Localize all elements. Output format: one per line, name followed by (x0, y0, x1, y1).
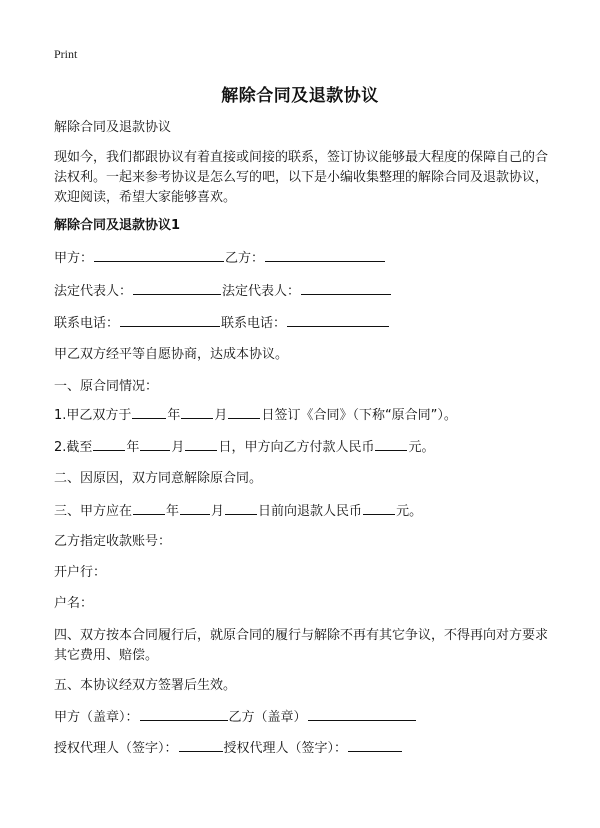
clause1-item2-suffix: 元。 (408, 440, 435, 455)
party-a-label: 甲方： (54, 251, 94, 266)
day-blank[interactable] (185, 437, 217, 451)
month-label: 月 (211, 504, 225, 519)
clause1-item1-suffix: 日签订《合同》（下称“原合同”）。 (261, 408, 457, 423)
agent-row (54, 738, 403, 759)
phone-b-blank[interactable] (287, 313, 389, 327)
document-subtitle: 解除合同及退款协议 (54, 120, 172, 135)
clause3 (54, 501, 422, 522)
clause1-item2 (54, 437, 434, 458)
agent-a-blank[interactable] (179, 738, 223, 752)
seal-b-blank[interactable] (308, 707, 416, 721)
month-label: 月 (171, 440, 185, 455)
seal-b-label: 乙方（盖章） (228, 710, 307, 725)
party-b-label: 乙方： (225, 251, 265, 266)
clause3-middle: 日前向退款人民币 (258, 504, 363, 519)
agent-a-label: 授权代理人（签字）： (54, 741, 178, 756)
parties-row (54, 248, 386, 269)
amount-blank[interactable] (375, 437, 407, 451)
document-title: 解除合同及退款协议 (221, 86, 379, 106)
party-b-blank[interactable] (265, 248, 385, 262)
seal-a-blank[interactable] (140, 707, 228, 721)
month-label: 月 (214, 408, 228, 423)
legal-rep-row (54, 281, 392, 302)
clause3-suffix: 元。 (396, 504, 423, 519)
year-label: 年 (167, 408, 181, 423)
month-blank[interactable] (180, 501, 210, 515)
legal-rep-b-label: 法定代表人： (222, 284, 301, 299)
legal-rep-b-blank[interactable] (301, 281, 391, 295)
legal-rep-a-blank[interactable] (133, 281, 221, 295)
month-blank[interactable] (140, 437, 170, 451)
amount-blank[interactable] (363, 501, 395, 515)
intro-paragraph: 现如今，我们都跟协议有着直接或间接的联系，签订协议能够最大程度的保障自己的合法权利。一起来参考协议是怎么写的吧，以下是小编收集整理的解除合同及退款协议，欢迎阅读，希望大家能够喜欢。 (54, 150, 549, 205)
day-blank[interactable] (228, 405, 260, 419)
clause1-item2-middle: 日，甲方向乙方付款人民币 (218, 440, 375, 455)
clause3-prefix: 三、甲方应在 (54, 504, 133, 519)
clause1-item1 (54, 405, 457, 426)
bank-label: 开户行： (54, 565, 107, 580)
day-blank[interactable] (225, 501, 257, 515)
clause1-item2-prefix: 2.截至 (54, 440, 93, 455)
month-blank[interactable] (181, 405, 213, 419)
clause1-item1-prefix: 1.甲乙双方于 (54, 408, 132, 423)
holder-label: 户名： (54, 596, 94, 611)
phone-row (54, 313, 390, 334)
agent-b-label: 授权代理人（签字）： (223, 741, 348, 756)
clause1-heading: 一、原合同情况： (54, 379, 159, 394)
year-label: 年 (126, 440, 140, 455)
legal-rep-a-label: 法定代表人： (54, 284, 133, 299)
phone-a-label: 联系电话： (54, 316, 120, 331)
clause4: 四、双方按本合同履行后，就原合同的履行与解除不再有其它争议，不得再向对方要求其它费用、赔偿。 (54, 628, 549, 663)
clause2: 二、因原因，双方同意解除原合同。 (54, 471, 263, 486)
party-a-blank[interactable] (94, 248, 224, 262)
agreement-line: 甲乙双方经平等自愿协商，达成本协议。 (54, 347, 289, 362)
phone-b-label: 联系电话： (221, 316, 287, 331)
print-link[interactable]: Print (54, 47, 78, 61)
year-blank[interactable] (93, 437, 125, 451)
phone-a-blank[interactable] (120, 313, 220, 327)
year-blank[interactable] (132, 405, 166, 419)
seal-row (54, 707, 417, 728)
section-heading: 解除合同及退款协议1 (54, 218, 181, 233)
seal-a-label: 甲方（盖章）： (54, 710, 139, 725)
year-blank[interactable] (133, 501, 165, 515)
account-label: 乙方指定收款账号： (54, 534, 172, 549)
year-label: 年 (166, 504, 180, 519)
clause5: 五、本协议经双方签署后生效。 (54, 678, 237, 693)
agent-b-blank[interactable] (348, 738, 402, 752)
